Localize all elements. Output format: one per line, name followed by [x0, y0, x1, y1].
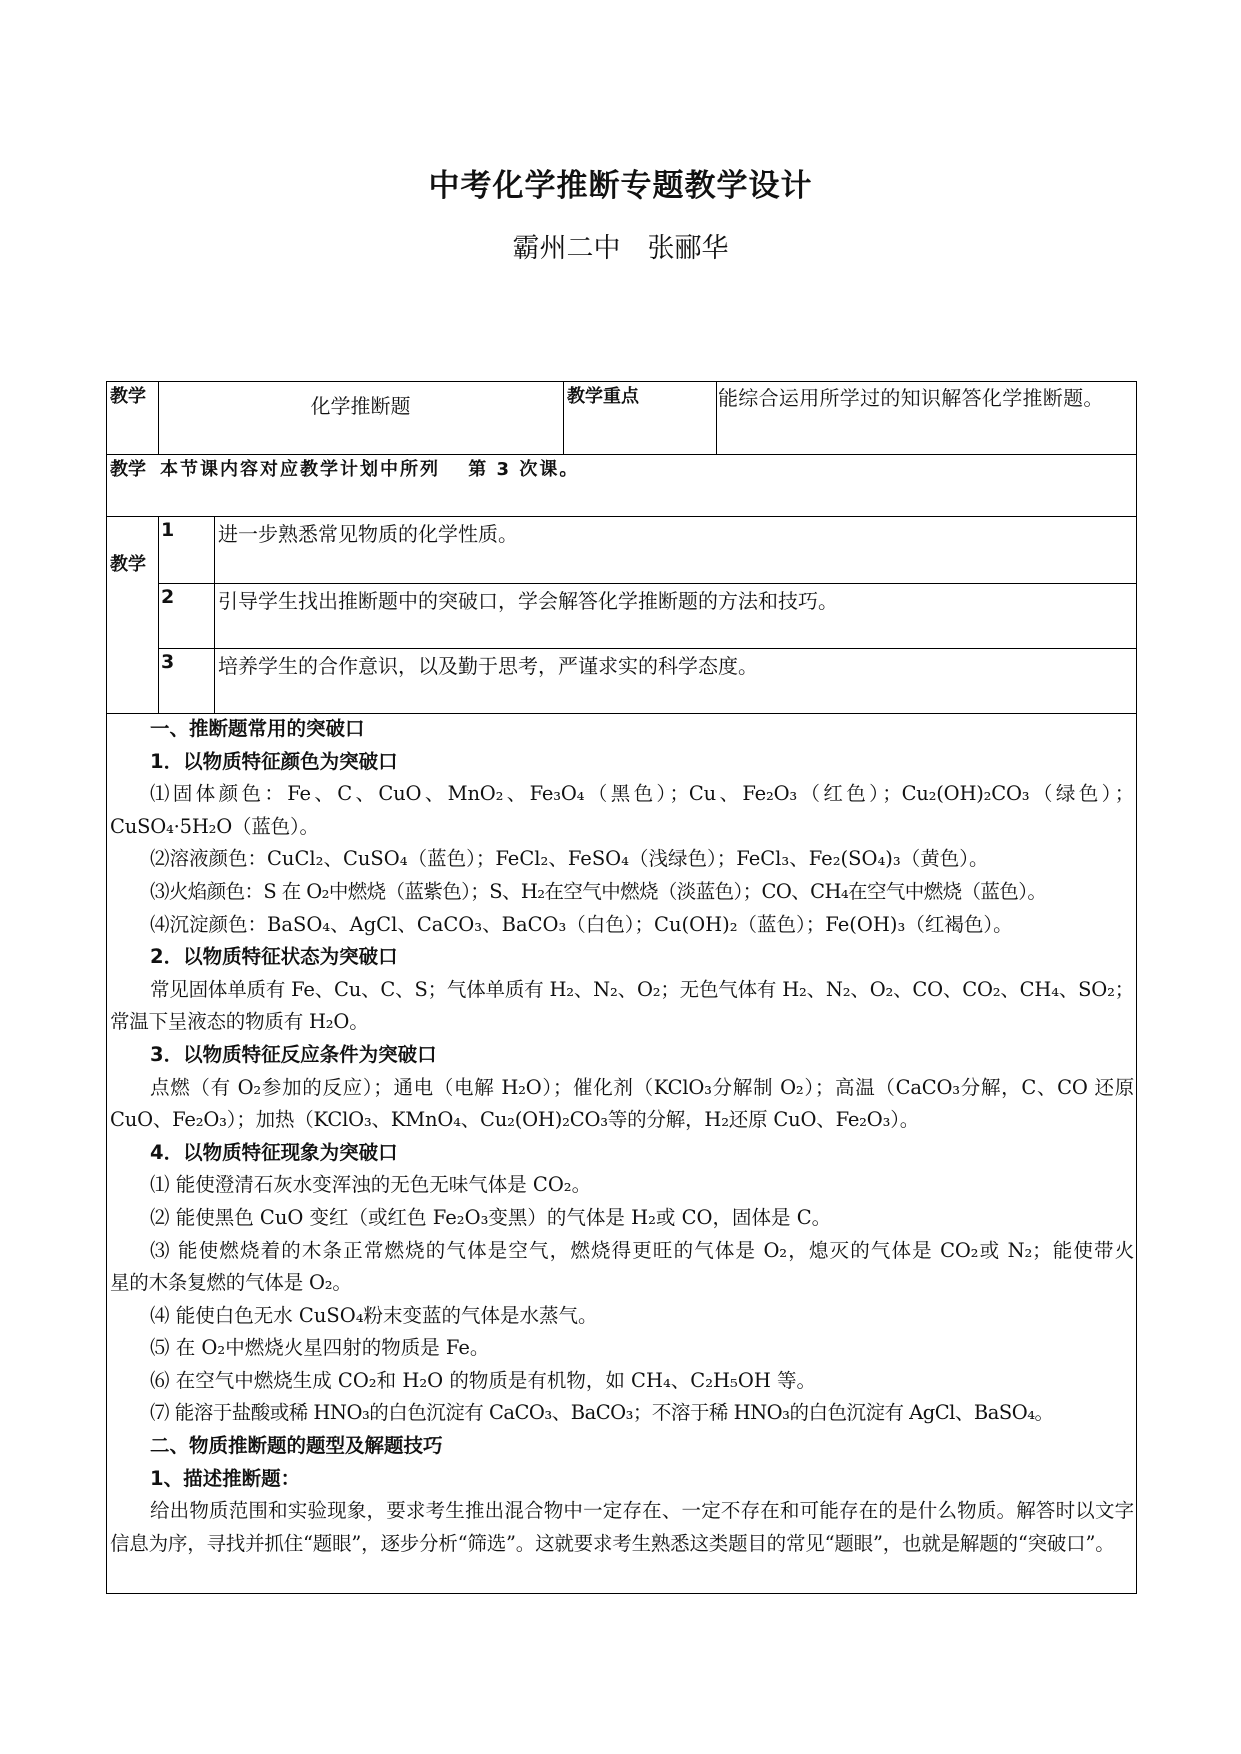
teaching-plan-note: 本节课内容对应教学计划中所列 第 3 次课。	[160, 459, 580, 480]
table-rule	[214, 516, 215, 713]
label-teaching-focus: 教学重点	[567, 386, 639, 407]
section-heading: 二、物质推断题的题型及解题技巧	[150, 1434, 443, 1458]
paragraph: ⑴固体颜色：Fe、C、CuO、MnO₂、Fe₃O₄（黑色）；Cu、Fe₂O₃（红色）；Cu₂(OH)₂CO₃（绿色）；CuSO₄·5H₂O（蓝色）。	[110, 782, 1134, 838]
subsection-heading: 1、描述推断题：	[150, 1466, 301, 1490]
teaching-focus: 能综合运用所学过的知识解答化学推断题。	[718, 386, 1104, 410]
subsection-heading: 1．以物质特征颜色为突破口	[150, 749, 398, 773]
goal-text: 培养学生的合作意识，以及勤于思考，严谨求实的科学态度。	[218, 654, 758, 678]
goal-number: 2	[161, 586, 175, 608]
section-heading: 一、推断题常用的突破口	[150, 717, 365, 740]
paragraph: 常见固体单质有 Fe、Cu、C、S；气体单质有 H₂、N₂、O₂；无色气体有 H₂、N₂、O₂、CO、CO₂、CH₄、SO₂；常温下呈液态的物质有 H₂O。	[110, 977, 1134, 1034]
paragraph: ⑶火焰颜色：S 在 O₂中燃烧（蓝紫色）；S、H₂在空气中燃烧（淡蓝色）；CO、CH₄在空气中燃烧（蓝色）。	[150, 879, 1047, 903]
paragraph: 点燃（有 O₂参加的反应）；通电（电解 H₂O）；催化剂（KClO₃分解制 O₂）；高温（CaCO₃分解，C、CO 还原 CuO、Fe₂O₃）；加热（KClO₃、KMnO₄、Cu₂(OH)₂CO₃等的分解，H₂还原 CuO、Fe₂O₃）。	[110, 1075, 1134, 1132]
list-item: ⑴ 能使澄清石灰水变浑浊的无色无味气体是 CO₂。	[150, 1173, 592, 1197]
table-rule	[106, 454, 1137, 455]
list-item: ⑶ 能使燃烧着的木条正常燃烧的气体是空气，燃烧得更旺的气体是 O₂，熄灭的气体是 CO₂或 N₂；能使带火 星的木条复燃的气体是 O₂。	[110, 1238, 1231, 1295]
label-teaching-goals: 教学	[110, 554, 146, 575]
table-rule	[158, 583, 1137, 584]
goal-number: 1	[161, 519, 175, 541]
teaching-content	[110, 713, 1231, 1560]
subsection-heading: 2．以物质特征状态为突破口	[150, 945, 398, 969]
goal-text: 进一步熟悉常见物质的化学性质。	[218, 522, 518, 546]
label-teaching-plan: 教学	[110, 459, 146, 480]
table-rule	[563, 381, 564, 455]
paragraph: ⑷沉淀颜色：BaSO₄、AgCl、CaCO₃、BaCO₃（白色）；Cu(OH)₂（蓝色）；Fe(OH)₃（红褐色）。	[150, 912, 1013, 936]
list-item: ⑺ 能溶于盐酸或稀 HNO₃的白色沉淀有 CaCO₃、BaCO₃；不溶于稀 HNO₃的白色沉淀有 AgCl、BaSO₄。	[150, 1401, 1054, 1425]
document-title: 中考化学推断专题教学设计	[428, 168, 813, 204]
table-rule	[106, 516, 1137, 517]
table-rule	[158, 516, 159, 713]
table-rule	[716, 381, 717, 455]
goal-text: 引导学生找出推断题中的突破口，学会解答化学推断题的方法和技巧。	[218, 589, 838, 613]
table-rule	[158, 648, 1137, 649]
paragraph: 给出物质范围和实验现象，要求考生推出混合物中一定存在、一定不存在和可能存在的是什么物质。解答时以文字信息为序，寻找并抓住“题眼”，逐步分析“筛选”。这就要求考生熟悉这类题目的常见“题眼”，也就是解题的“突破口”。	[110, 1499, 1134, 1555]
subsection-heading: 4．以物质特征现象为突破口	[150, 1140, 398, 1164]
list-item: ⑹ 在空气中燃烧生成 CO₂和 H₂O 的物质是有机物，如 CH₄、C₂H₅OH 等。	[150, 1368, 817, 1392]
goal-number: 3	[161, 651, 175, 673]
subsection-heading: 3．以物质特征反应条件为突破口	[150, 1042, 437, 1066]
teaching-topic: 化学推断题	[310, 394, 411, 418]
document-author: 霸州二中 张郦华	[512, 233, 729, 264]
list-item: ⑷ 能使白色无水 CuSO₄粉末变蓝的气体是水蒸气。	[150, 1303, 598, 1327]
paragraph: ⑵溶液颜色：CuCl₂、CuSO₄（蓝色）；FeCl₂、FeSO₄（浅绿色）；FeCl₃、Fe₂(SO₄)₃（黄色）。	[150, 847, 989, 871]
list-item: ⑸ 在 O₂中燃烧火星四射的物质是 Fe。	[150, 1336, 490, 1360]
table-rule	[158, 381, 159, 455]
label-teaching-topic: 教学	[110, 386, 146, 407]
list-item: ⑵ 能使黑色 CuO 变红（或红色 Fe₂O₃变黑）的气体是 H₂或 CO，固体是 C。	[150, 1205, 832, 1229]
